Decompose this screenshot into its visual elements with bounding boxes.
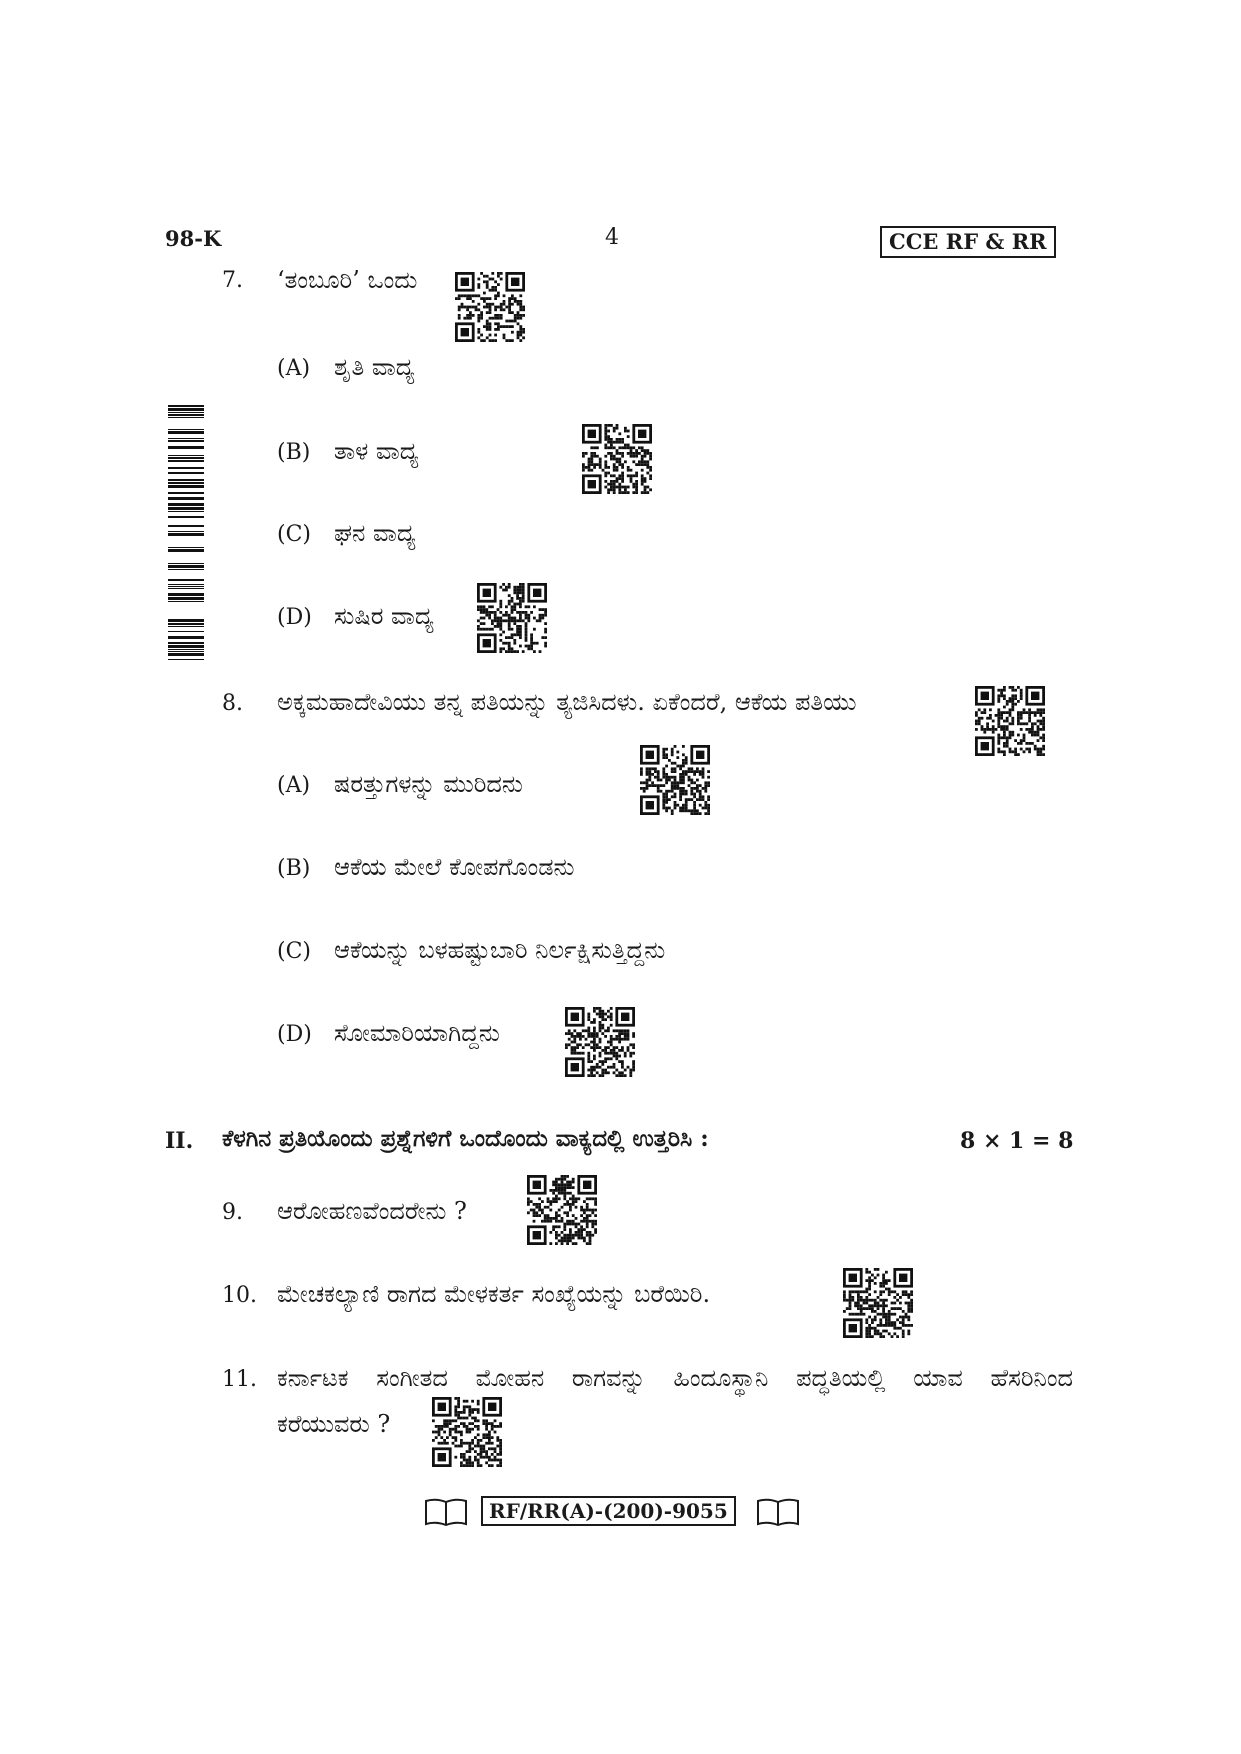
question-number: 10.: [222, 1283, 257, 1308]
option-label: (D): [277, 605, 312, 630]
question-text: ಮೇಚಕಲ್ಯಾಣಿ ರಾಗದ ಮೇಳಕರ್ತ ಸಂಖ್ಯೆಯನ್ನು ಬರೆಯಿರಿ.: [277, 1280, 711, 1308]
qr-code-icon: [565, 1007, 635, 1077]
option-text: ಸುಷಿರ ವಾದ್ಯ: [334, 602, 434, 630]
qr-code-icon: [975, 686, 1045, 756]
qr-code-icon: [455, 272, 525, 342]
question-number: 11.: [222, 1367, 257, 1392]
qr-code-icon: [432, 1397, 502, 1467]
option-label: (B): [277, 440, 311, 465]
question-text: ಕರ್ನಾಟಕ ಸಂಗೀತದ ಮೋಹನ ರಾಗವನ್ನು ಹಿಂದೂಸ್ಥಾನಿ ಪದ್ಧತಿಯಲ್ಲಿ ಯಾವ ಹೆಸರಿನಿಂದ: [277, 1364, 1073, 1392]
section-instruction: ಕೆಳಗಿನ ಪ್ರತಿಯೊಂದು ಪ್ರಶ್ನೆಗಳಿಗೆ ಒಂದೊಂದು ವಾಕ್ಯದಲ್ಲಿ ಉತ್ತರಿಸಿ :: [222, 1125, 709, 1152]
option-label: (C): [277, 522, 311, 547]
option-label: (A): [277, 773, 311, 798]
paper-code: 98-K: [165, 226, 222, 251]
open-book-icon: [756, 1497, 800, 1527]
question-number: 7.: [222, 268, 243, 293]
option-label: (B): [277, 856, 311, 881]
option-text: ಸೋಮಾರಿಯಾಗಿದ್ದನು: [334, 1019, 500, 1047]
question-text: ಅಕ್ಕಮಹಾದೇವಿಯು ತನ್ನ ಪತಿಯನ್ನು ತ್ಯಜಿಸಿದಳು. ಏಕೆಂದರೆ, ಆಕೆಯ ಪತಿಯು: [277, 688, 857, 716]
question-text: ಆರೋಹಣವೆಂದರೇನು ?: [277, 1197, 467, 1225]
open-book-icon: [424, 1497, 468, 1527]
question-number: 9.: [222, 1200, 243, 1225]
exam-code-box: CCE RF & RR: [880, 226, 1056, 258]
qr-code-icon: [527, 1175, 597, 1245]
section-marks: 8 × 1 = 8: [960, 1128, 1074, 1154]
question-text: ‘ತಂಬೂರಿ’ ಒಂದು: [277, 266, 418, 294]
qr-code-icon: [477, 583, 547, 653]
option-text: ಷರತ್ತುಗಳನ್ನು ಮುರಿದನು: [334, 770, 523, 798]
option-label: (C): [277, 939, 311, 964]
footer-code-box: RF/RR(A)-(200)-9055: [481, 1496, 736, 1526]
option-text: ಆಕೆಯ ಮೇಲೆ ಕೋಪಗೊಂಡನು: [334, 853, 575, 881]
option-label: (D): [277, 1022, 312, 1047]
barcode-icon: [168, 405, 204, 660]
option-text: ಘನ ವಾದ್ಯ: [334, 519, 416, 547]
qr-code-icon: [843, 1268, 913, 1338]
section-label: II.: [165, 1128, 194, 1154]
option-label: (A): [277, 356, 311, 381]
qr-code-icon: [640, 745, 710, 815]
question-text-continued: ಕರೆಯುವರು ?: [277, 1410, 391, 1438]
option-text: ಶೃತಿ ವಾದ್ಯ: [334, 353, 415, 381]
qr-code-icon: [582, 424, 652, 494]
page-number: 4: [605, 225, 619, 250]
question-number: 8.: [222, 691, 243, 716]
option-text: ತಾಳ ವಾದ್ಯ: [334, 437, 419, 465]
option-text: ಆಕೆಯನ್ನು ಬಳಹಷ್ಟುಬಾರಿ ನಿರ್ಲಕ್ಷಿಸುತ್ತಿದ್ದನು: [334, 936, 666, 964]
